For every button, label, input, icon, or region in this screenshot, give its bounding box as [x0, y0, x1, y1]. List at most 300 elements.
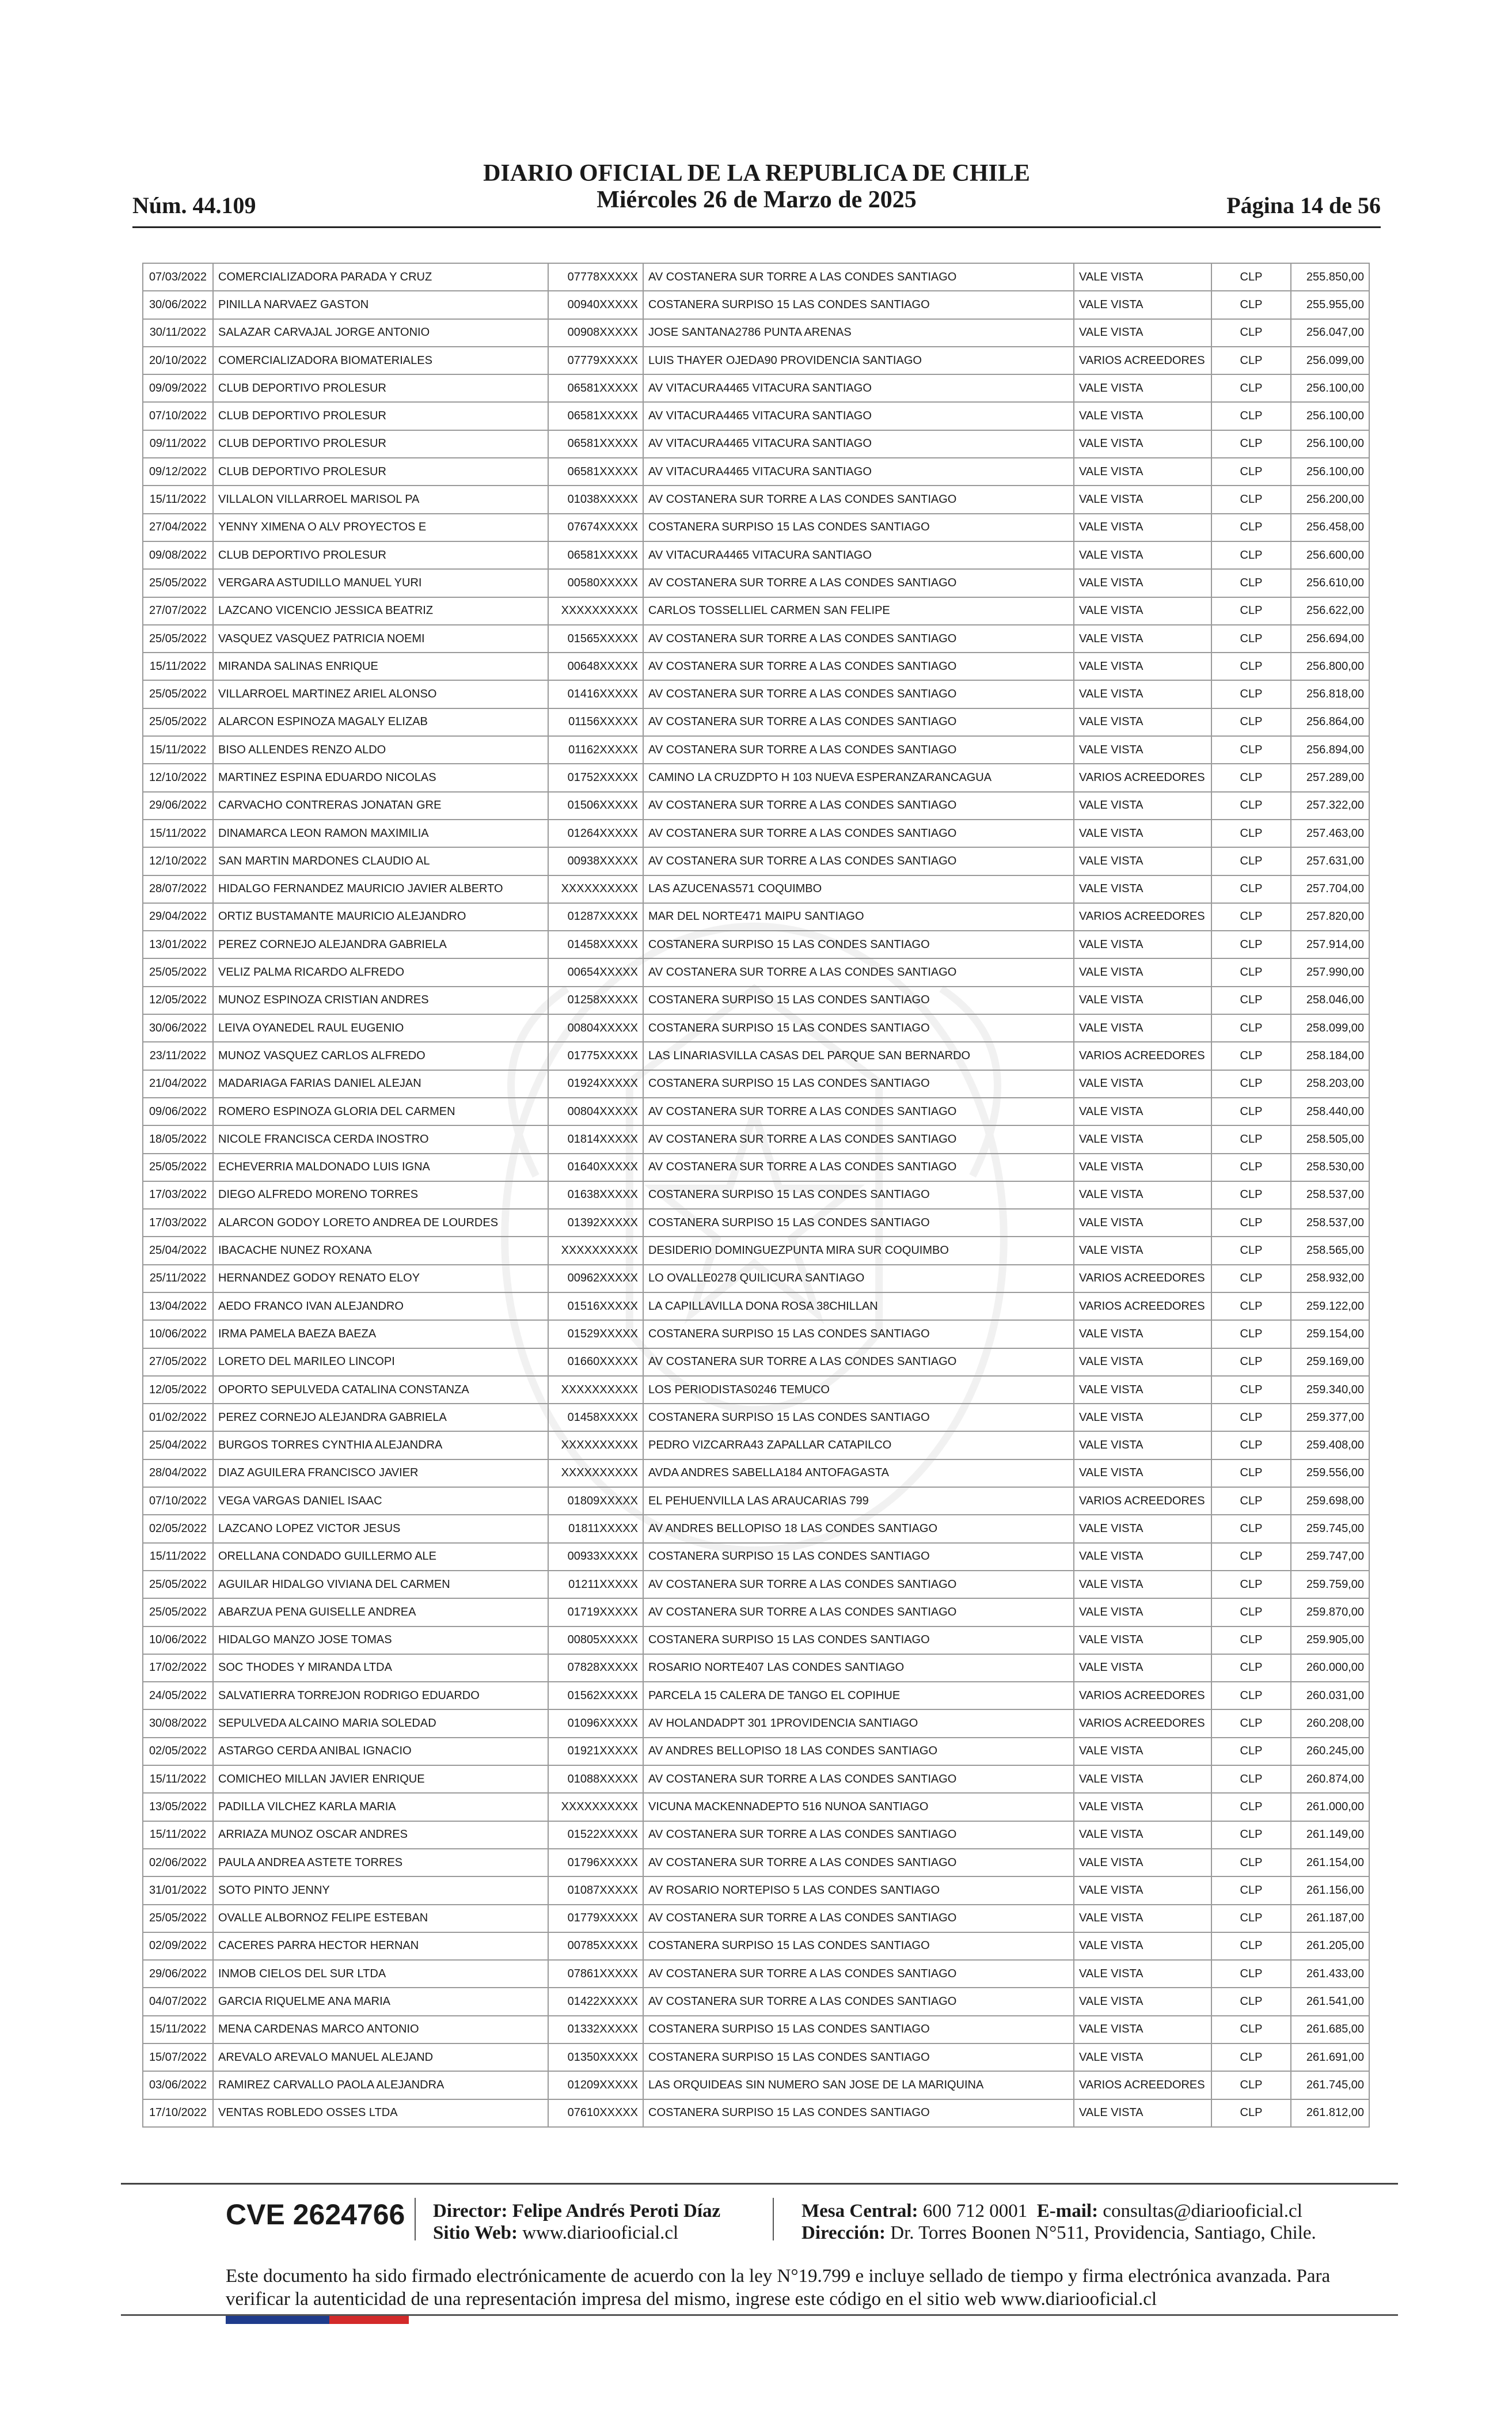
- cell-amount: 256.610,00: [1291, 569, 1369, 597]
- table-row: [143, 1821, 1369, 1849]
- cell-document-type: VALE VISTA: [1074, 1876, 1211, 1904]
- cell-amount: 261.433,00: [1291, 1960, 1369, 1988]
- cell-rut: 01332XXXXX: [548, 2016, 643, 2043]
- cell-currency: CLP: [1211, 1905, 1291, 1932]
- table-row: [143, 1292, 1369, 1320]
- cell-amount: 257.322,00: [1291, 792, 1369, 820]
- cell-currency: CLP: [1211, 486, 1291, 513]
- footer-separator: [415, 2198, 416, 2240]
- table-row: [143, 2071, 1369, 2099]
- cell-currency: CLP: [1211, 1265, 1291, 1292]
- cell-name: ASTARGO CERDA ANIBAL IGNACIO: [213, 1738, 548, 1765]
- cell-document-type: VALE VISTA: [1074, 847, 1211, 875]
- cell-amount: 258.203,00: [1291, 1070, 1369, 1098]
- cell-currency: CLP: [1211, 1292, 1291, 1320]
- cell-amount: 257.463,00: [1291, 820, 1369, 847]
- cell-currency: CLP: [1211, 1181, 1291, 1209]
- cell-document-type: VALE VISTA: [1074, 514, 1211, 541]
- flag-stripe-blue: [226, 2316, 329, 2324]
- address-label: Dirección:: [801, 2223, 886, 2243]
- cell-document-type: VALE VISTA: [1074, 1181, 1211, 1209]
- cell-address: AV ANDRES BELLOPISO 18 LAS CONDES SANTIAGO: [643, 1738, 1074, 1765]
- table-row: [143, 1960, 1369, 1988]
- cell-amount: 258.530,00: [1291, 1154, 1369, 1181]
- cell-name: LEIVA OYANEDEL RAUL EUGENIO: [213, 1014, 548, 1042]
- cell-rut: XXXXXXXXXX: [548, 1237, 643, 1264]
- cell-currency: CLP: [1211, 347, 1291, 374]
- table-row: [143, 931, 1369, 958]
- cell-address: AV VITACURA4465 VITACURA SANTIAGO: [643, 430, 1074, 458]
- cell-date: 15/11/2022: [143, 736, 213, 764]
- cell-amount: 259.169,00: [1291, 1348, 1369, 1376]
- cell-document-type: VARIOS ACREEDORES: [1074, 1709, 1211, 1737]
- cell-date: 21/04/2022: [143, 1070, 213, 1098]
- cell-name: VILLARROEL MARTINEZ ARIEL ALONSO: [213, 680, 548, 708]
- cell-document-type: VARIOS ACREEDORES: [1074, 1292, 1211, 1320]
- table-row: [143, 1905, 1369, 1932]
- cell-rut: 01516XXXXX: [548, 1292, 643, 1320]
- email-link[interactable]: consultas@diariooficial.cl: [1103, 2201, 1302, 2221]
- cell-date: 29/06/2022: [143, 792, 213, 820]
- cell-address: COSTANERA SURPISO 15 LAS CONDES SANTIAGO: [643, 987, 1074, 1014]
- cell-amount: 256.622,00: [1291, 597, 1369, 625]
- cell-date: 30/06/2022: [143, 1014, 213, 1042]
- cell-rut: 01638XXXXX: [548, 1181, 643, 1209]
- cell-amount: 256.600,00: [1291, 541, 1369, 569]
- cell-name: VENTAS ROBLEDO OSSES LTDA: [213, 2099, 548, 2127]
- cell-currency: CLP: [1211, 514, 1291, 541]
- cell-currency: CLP: [1211, 1431, 1291, 1459]
- cell-address: AV COSTANERA SUR TORRE A LAS CONDES SANTIAGO: [643, 653, 1074, 680]
- cell-address: VICUNA MACKENNADEPTO 516 NUNOA SANTIAGO: [643, 1793, 1074, 1821]
- cell-name: COMERCIALIZADORA BIOMATERIALES: [213, 347, 548, 374]
- cell-date: 07/10/2022: [143, 402, 213, 430]
- cell-date: 15/11/2022: [143, 486, 213, 513]
- cell-currency: CLP: [1211, 1626, 1291, 1654]
- cell-currency: CLP: [1211, 1487, 1291, 1515]
- cell-rut: 00804XXXXX: [548, 1098, 643, 1125]
- masthead: [132, 160, 1381, 213]
- cell-name: SEPULVEDA ALCAINO MARIA SOLEDAD: [213, 1709, 548, 1737]
- cell-date: 13/05/2022: [143, 1793, 213, 1821]
- table-row: [143, 1154, 1369, 1181]
- cell-name: OVALLE ALBORNOZ FELIPE ESTEBAN: [213, 1905, 548, 1932]
- cell-address: AV COSTANERA SUR TORRE A LAS CONDES SANTIAGO: [643, 1154, 1074, 1181]
- table-row: [143, 764, 1369, 791]
- cell-date: 10/06/2022: [143, 1320, 213, 1348]
- table-row: [143, 1348, 1369, 1376]
- cell-currency: CLP: [1211, 2099, 1291, 2127]
- cell-document-type: VALE VISTA: [1074, 541, 1211, 569]
- table-row: [143, 458, 1369, 486]
- cell-currency: CLP: [1211, 875, 1291, 903]
- publication-date: Miércoles 26 de Marzo de 2025: [597, 187, 917, 213]
- table-row: [143, 1487, 1369, 1515]
- table-row: [143, 1654, 1369, 1682]
- table-row: [143, 1404, 1369, 1431]
- cell-name: SOC THODES Y MIRANDA LTDA: [213, 1654, 548, 1682]
- cell-date: 25/05/2022: [143, 625, 213, 653]
- cell-document-type: VALE VISTA: [1074, 1598, 1211, 1626]
- table-row: [143, 1014, 1369, 1042]
- cell-currency: CLP: [1211, 820, 1291, 847]
- cell-rut: 01458XXXXX: [548, 931, 643, 958]
- table-row: [143, 1042, 1369, 1070]
- cell-currency: CLP: [1211, 1654, 1291, 1682]
- cell-rut: XXXXXXXXXX: [548, 1459, 643, 1487]
- cell-address: AV COSTANERA SUR TORRE A LAS CONDES SANTIAGO: [643, 1905, 1074, 1932]
- cell-rut: XXXXXXXXXX: [548, 1431, 643, 1459]
- table-row: [143, 1709, 1369, 1737]
- cell-date: 15/11/2022: [143, 1543, 213, 1571]
- cell-currency: CLP: [1211, 1320, 1291, 1348]
- cell-currency: CLP: [1211, 764, 1291, 791]
- cell-currency: CLP: [1211, 263, 1291, 291]
- cell-name: GARCIA RIQUELME ANA MARIA: [213, 1988, 548, 2015]
- table-row: [143, 1876, 1369, 1904]
- cell-currency: CLP: [1211, 319, 1291, 347]
- cell-name: OPORTO SEPULVEDA CATALINA CONSTANZA: [213, 1376, 548, 1404]
- cell-amount: 256.100,00: [1291, 402, 1369, 430]
- cell-name: AGUILAR HIDALGO VIVIANA DEL CARMEN: [213, 1571, 548, 1598]
- mesa-phone: 600 712 0001: [922, 2201, 1028, 2221]
- cell-rut: XXXXXXXXXX: [548, 875, 643, 903]
- cell-date: 15/07/2022: [143, 2043, 213, 2071]
- cell-rut: 01287XXXXX: [548, 903, 643, 931]
- cell-document-type: VALE VISTA: [1074, 1098, 1211, 1125]
- mesa-label: Mesa Central:: [801, 2201, 918, 2221]
- cell-currency: CLP: [1211, 1849, 1291, 1876]
- cell-amount: 258.046,00: [1291, 987, 1369, 1014]
- table-row: [143, 2016, 1369, 2043]
- website-link[interactable]: www.diariooficial.cl: [522, 2223, 679, 2243]
- cell-amount: 258.184,00: [1291, 1042, 1369, 1070]
- cell-address: COSTANERA SURPISO 15 LAS CONDES SANTIAGO: [643, 291, 1074, 319]
- table-row: [143, 736, 1369, 764]
- cell-rut: 00962XXXXX: [548, 1265, 643, 1292]
- table-row: [143, 1376, 1369, 1404]
- table-row: [143, 1265, 1369, 1292]
- cell-date: 30/06/2022: [143, 291, 213, 319]
- cell-date: 25/05/2022: [143, 708, 213, 736]
- cell-document-type: VALE VISTA: [1074, 1654, 1211, 1682]
- cell-address: MAR DEL NORTE471 MAIPU SANTIAGO: [643, 903, 1074, 931]
- cell-name: CACERES PARRA HECTOR HERNAN: [213, 1932, 548, 1960]
- cell-name: ALARCON ESPINOZA MAGALY ELIZAB: [213, 708, 548, 736]
- cell-rut: 01087XXXXX: [548, 1876, 643, 1904]
- table-row: [143, 792, 1369, 820]
- cell-name: HERNANDEZ GODOY RENATO ELOY: [213, 1265, 548, 1292]
- table-row: [143, 1098, 1369, 1125]
- cell-date: 09/09/2022: [143, 374, 213, 402]
- cell-document-type: VARIOS ACREEDORES: [1074, 1487, 1211, 1515]
- cell-currency: CLP: [1211, 958, 1291, 986]
- cell-name: SALAZAR CARVAJAL JORGE ANTONIO: [213, 319, 548, 347]
- cell-document-type: VALE VISTA: [1074, 2099, 1211, 2127]
- cell-currency: CLP: [1211, 1042, 1291, 1070]
- cell-name: MUNOZ ESPINOZA CRISTIAN ANDRES: [213, 987, 548, 1014]
- page-number: Página 14 de 56: [1226, 192, 1381, 218]
- cell-currency: CLP: [1211, 1821, 1291, 1849]
- cell-address: AV COSTANERA SUR TORRE A LAS CONDES SANTIAGO: [643, 792, 1074, 820]
- cell-address: AV COSTANERA SUR TORRE A LAS CONDES SANTIAGO: [643, 736, 1074, 764]
- cell-name: YENNY XIMENA O ALV PROYECTOS E: [213, 514, 548, 541]
- cell-date: 30/11/2022: [143, 319, 213, 347]
- cell-currency: CLP: [1211, 2043, 1291, 2071]
- cell-name: CLUB DEPORTIVO PROLESUR: [213, 374, 548, 402]
- cell-document-type: VALE VISTA: [1074, 1376, 1211, 1404]
- cell-date: 15/11/2022: [143, 653, 213, 680]
- table-row: [143, 1738, 1369, 1765]
- cell-address: COSTANERA SURPISO 15 LAS CONDES SANTIAGO: [643, 1543, 1074, 1571]
- table-row: [143, 1237, 1369, 1264]
- cell-date: 28/07/2022: [143, 875, 213, 903]
- cell-document-type: VALE VISTA: [1074, 1237, 1211, 1264]
- table-row: [143, 958, 1369, 986]
- cell-amount: 258.440,00: [1291, 1098, 1369, 1125]
- cell-name: MADARIAGA FARIAS DANIEL ALEJAN: [213, 1070, 548, 1098]
- cell-name: ORTIZ BUSTAMANTE MAURICIO ALEJANDRO: [213, 903, 548, 931]
- cell-rut: 01811XXXXX: [548, 1515, 643, 1542]
- cell-currency: CLP: [1211, 402, 1291, 430]
- cell-date: 27/04/2022: [143, 514, 213, 541]
- cell-document-type: VALE VISTA: [1074, 569, 1211, 597]
- director-block: [433, 2200, 720, 2244]
- cell-amount: 257.289,00: [1291, 764, 1369, 791]
- cell-address: AV COSTANERA SUR TORRE A LAS CONDES SANTIAGO: [643, 1571, 1074, 1598]
- cell-date: 02/05/2022: [143, 1515, 213, 1542]
- table-row: [143, 653, 1369, 680]
- cell-document-type: VALE VISTA: [1074, 1320, 1211, 1348]
- cell-document-type: VALE VISTA: [1074, 1626, 1211, 1654]
- cell-date: 02/05/2022: [143, 1738, 213, 1765]
- cell-document-type: VALE VISTA: [1074, 319, 1211, 347]
- cell-rut: 00804XXXXX: [548, 1014, 643, 1042]
- cell-amount: 260.208,00: [1291, 1709, 1369, 1737]
- table-row: [143, 680, 1369, 708]
- footer-separator: [773, 2198, 774, 2240]
- cell-date: 29/06/2022: [143, 1960, 213, 1988]
- table-row: [143, 1209, 1369, 1237]
- cell-date: 25/05/2022: [143, 1571, 213, 1598]
- table-row: [143, 820, 1369, 847]
- cell-name: ALARCON GODOY LORETO ANDREA DE LOURDES: [213, 1209, 548, 1237]
- cell-currency: CLP: [1211, 1125, 1291, 1153]
- cell-date: 24/05/2022: [143, 1682, 213, 1709]
- cell-address: AV COSTANERA SUR TORRE A LAS CONDES SANTIAGO: [643, 1960, 1074, 1988]
- cell-address: AV HOLANDADPT 301 1PROVIDENCIA SANTIAGO: [643, 1709, 1074, 1737]
- cell-document-type: VARIOS ACREEDORES: [1074, 1682, 1211, 1709]
- table-row: [143, 1626, 1369, 1654]
- cell-currency: CLP: [1211, 1404, 1291, 1431]
- cell-document-type: VALE VISTA: [1074, 736, 1211, 764]
- cell-name: MENA CARDENAS MARCO ANTONIO: [213, 2016, 548, 2043]
- cell-date: 03/06/2022: [143, 2071, 213, 2099]
- cell-document-type: VALE VISTA: [1074, 1348, 1211, 1376]
- table-row: [143, 1320, 1369, 1348]
- cell-name: BISO ALLENDES RENZO ALDO: [213, 736, 548, 764]
- cell-rut: XXXXXXXXXX: [548, 1376, 643, 1404]
- cell-amount: 261.745,00: [1291, 2071, 1369, 2099]
- table-row: [143, 1431, 1369, 1459]
- cell-currency: CLP: [1211, 1960, 1291, 1988]
- cell-currency: CLP: [1211, 792, 1291, 820]
- cell-document-type: VALE VISTA: [1074, 1988, 1211, 2015]
- cell-rut: 01088XXXXX: [548, 1765, 643, 1793]
- cell-rut: 00938XXXXX: [548, 847, 643, 875]
- cell-currency: CLP: [1211, 708, 1291, 736]
- cell-currency: CLP: [1211, 680, 1291, 708]
- cell-rut: 01038XXXXX: [548, 486, 643, 513]
- table-row: [143, 430, 1369, 458]
- cell-address: AV COSTANERA SUR TORRE A LAS CONDES SANTIAGO: [643, 1988, 1074, 2015]
- cell-name: PAULA ANDREA ASTETE TORRES: [213, 1849, 548, 1876]
- cell-document-type: VALE VISTA: [1074, 625, 1211, 653]
- cell-amount: 260.000,00: [1291, 1654, 1369, 1682]
- cell-amount: 259.122,00: [1291, 1292, 1369, 1320]
- cell-address: CARLOS TOSSELLIEL CARMEN SAN FELIPE: [643, 597, 1074, 625]
- cell-amount: 256.100,00: [1291, 430, 1369, 458]
- cell-document-type: VALE VISTA: [1074, 2043, 1211, 2071]
- cell-document-type: VALE VISTA: [1074, 708, 1211, 736]
- cell-date: 17/02/2022: [143, 1654, 213, 1682]
- cell-currency: CLP: [1211, 1682, 1291, 1709]
- contact-block: [801, 2200, 1316, 2244]
- cell-address: AV VITACURA4465 VITACURA SANTIAGO: [643, 374, 1074, 402]
- cell-amount: 261.812,00: [1291, 2099, 1369, 2127]
- cell-name: ABARZUA PENA GUISELLE ANDREA: [213, 1598, 548, 1626]
- cell-address: AV ROSARIO NORTEPISO 5 LAS CONDES SANTIAGO: [643, 1876, 1074, 1904]
- cell-rut: 07610XXXXX: [548, 2099, 643, 2127]
- cell-address: AV COSTANERA SUR TORRE A LAS CONDES SANTIAGO: [643, 1598, 1074, 1626]
- cell-date: 15/11/2022: [143, 1821, 213, 1849]
- cell-currency: CLP: [1211, 1014, 1291, 1042]
- cell-currency: CLP: [1211, 1598, 1291, 1626]
- cell-address: COSTANERA SURPISO 15 LAS CONDES SANTIAGO: [643, 1320, 1074, 1348]
- cell-address: AV VITACURA4465 VITACURA SANTIAGO: [643, 402, 1074, 430]
- cell-rut: 06581XXXXX: [548, 541, 643, 569]
- cell-address: AV COSTANERA SUR TORRE A LAS CONDES SANTIAGO: [643, 1098, 1074, 1125]
- cell-currency: CLP: [1211, 2016, 1291, 2043]
- cell-address: COSTANERA SURPISO 15 LAS CONDES SANTIAGO: [643, 1932, 1074, 1960]
- publication-title: DIARIO OFICIAL DE LA REPUBLICA DE CHILE: [483, 160, 1030, 187]
- cell-date: 09/12/2022: [143, 458, 213, 486]
- cell-currency: CLP: [1211, 1154, 1291, 1181]
- cell-name: ROMERO ESPINOZA GLORIA DEL CARMEN: [213, 1098, 548, 1125]
- cell-rut: 01522XXXXX: [548, 1821, 643, 1849]
- table-row: [143, 1070, 1369, 1098]
- cell-date: 02/09/2022: [143, 1932, 213, 1960]
- cell-address: LA CAPILLAVILLA DONA ROSA 38CHILLAN: [643, 1292, 1074, 1320]
- cve-code: CVE 2624766: [226, 2198, 405, 2231]
- cell-document-type: VALE VISTA: [1074, 1765, 1211, 1793]
- cell-amount: 256.458,00: [1291, 514, 1369, 541]
- table-row: [143, 569, 1369, 597]
- cell-rut: 01529XXXXX: [548, 1320, 643, 1348]
- cell-rut: 01350XXXXX: [548, 2043, 643, 2071]
- table-row: [143, 2099, 1369, 2127]
- cell-address: LO OVALLE0278 QUILICURA SANTIAGO: [643, 1265, 1074, 1292]
- cell-currency: CLP: [1211, 541, 1291, 569]
- cell-address: AV COSTANERA SUR TORRE A LAS CONDES SANTIAGO: [643, 486, 1074, 513]
- cell-address: AV COSTANERA SUR TORRE A LAS CONDES SANTIAGO: [643, 1849, 1074, 1876]
- cell-currency: CLP: [1211, 1209, 1291, 1237]
- cell-currency: CLP: [1211, 903, 1291, 931]
- table-row: [143, 402, 1369, 430]
- address-value: Dr. Torres Boonen N°511, Providencia, Santiago, Chile.: [890, 2223, 1316, 2243]
- cell-document-type: VALE VISTA: [1074, 820, 1211, 847]
- cell-document-type: VALE VISTA: [1074, 1125, 1211, 1153]
- cell-name: VELIZ PALMA RICARDO ALFREDO: [213, 958, 548, 986]
- cell-date: 31/01/2022: [143, 1876, 213, 1904]
- cell-address: LAS LINARIASVILLA CASAS DEL PARQUE SAN BERNARDO: [643, 1042, 1074, 1070]
- cell-date: 17/03/2022: [143, 1209, 213, 1237]
- cell-document-type: VALE VISTA: [1074, 1738, 1211, 1765]
- cell-rut: 01779XXXXX: [548, 1905, 643, 1932]
- cell-rut: 01809XXXXX: [548, 1487, 643, 1515]
- cell-rut: 01156XXXXX: [548, 708, 643, 736]
- cell-amount: 258.537,00: [1291, 1181, 1369, 1209]
- cell-amount: 256.200,00: [1291, 486, 1369, 513]
- records-table-body: [143, 263, 1369, 2127]
- cell-name: COMICHEO MILLAN JAVIER ENRIQUE: [213, 1765, 548, 1793]
- table-row: [143, 1459, 1369, 1487]
- cell-date: 07/03/2022: [143, 263, 213, 291]
- cell-document-type: VALE VISTA: [1074, 486, 1211, 513]
- cell-address: PEDRO VIZCARRA43 ZAPALLAR CATAPILCO: [643, 1431, 1074, 1459]
- cell-rut: 01264XXXXX: [548, 820, 643, 847]
- cell-amount: 259.759,00: [1291, 1571, 1369, 1598]
- cell-date: 09/08/2022: [143, 541, 213, 569]
- cell-document-type: VALE VISTA: [1074, 1459, 1211, 1487]
- cell-document-type: VARIOS ACREEDORES: [1074, 764, 1211, 791]
- cell-currency: CLP: [1211, 1876, 1291, 1904]
- table-row: [143, 514, 1369, 541]
- cell-amount: 261.187,00: [1291, 1905, 1369, 1932]
- cell-name: BURGOS TORRES CYNTHIA ALEJANDRA: [213, 1431, 548, 1459]
- table-row: [143, 291, 1369, 319]
- table-row: [143, 1543, 1369, 1571]
- cell-document-type: VALE VISTA: [1074, 1543, 1211, 1571]
- cell-address: EL PEHUENVILLA LAS ARAUCARIAS 799: [643, 1487, 1074, 1515]
- cell-date: 25/05/2022: [143, 1154, 213, 1181]
- cell-address: AV COSTANERA SUR TORRE A LAS CONDES SANTIAGO: [643, 820, 1074, 847]
- cell-rut: 01775XXXXX: [548, 1042, 643, 1070]
- cell-address: AVDA ANDRES SABELLA184 ANTOFAGASTA: [643, 1459, 1074, 1487]
- cell-date: 09/11/2022: [143, 430, 213, 458]
- cell-amount: 261.154,00: [1291, 1849, 1369, 1876]
- cell-amount: 261.691,00: [1291, 2043, 1369, 2071]
- table-row: [143, 1125, 1369, 1153]
- flag-stripe-red: [329, 2316, 409, 2324]
- table-row: [143, 987, 1369, 1014]
- table-row: [143, 374, 1369, 402]
- cell-address: CAMINO LA CRUZDPTO H 103 NUEVA ESPERANZARANCAGUA: [643, 764, 1074, 791]
- cell-address: AV COSTANERA SUR TORRE A LAS CONDES SANTIAGO: [643, 708, 1074, 736]
- cell-rut: 01796XXXXX: [548, 1849, 643, 1876]
- cell-rut: 00648XXXXX: [548, 653, 643, 680]
- cell-name: SOTO PINTO JENNY: [213, 1876, 548, 1904]
- cell-rut: 01422XXXXX: [548, 1988, 643, 2015]
- cell-rut: 06581XXXXX: [548, 458, 643, 486]
- cell-document-type: VALE VISTA: [1074, 1404, 1211, 1431]
- cell-rut: 01660XXXXX: [548, 1348, 643, 1376]
- cell-amount: 256.694,00: [1291, 625, 1369, 653]
- cell-date: 25/05/2022: [143, 569, 213, 597]
- header-divider: [132, 226, 1381, 228]
- cell-rut: 01814XXXXX: [548, 1125, 643, 1153]
- cell-name: AREVALO AREVALO MANUEL ALEJAND: [213, 2043, 548, 2071]
